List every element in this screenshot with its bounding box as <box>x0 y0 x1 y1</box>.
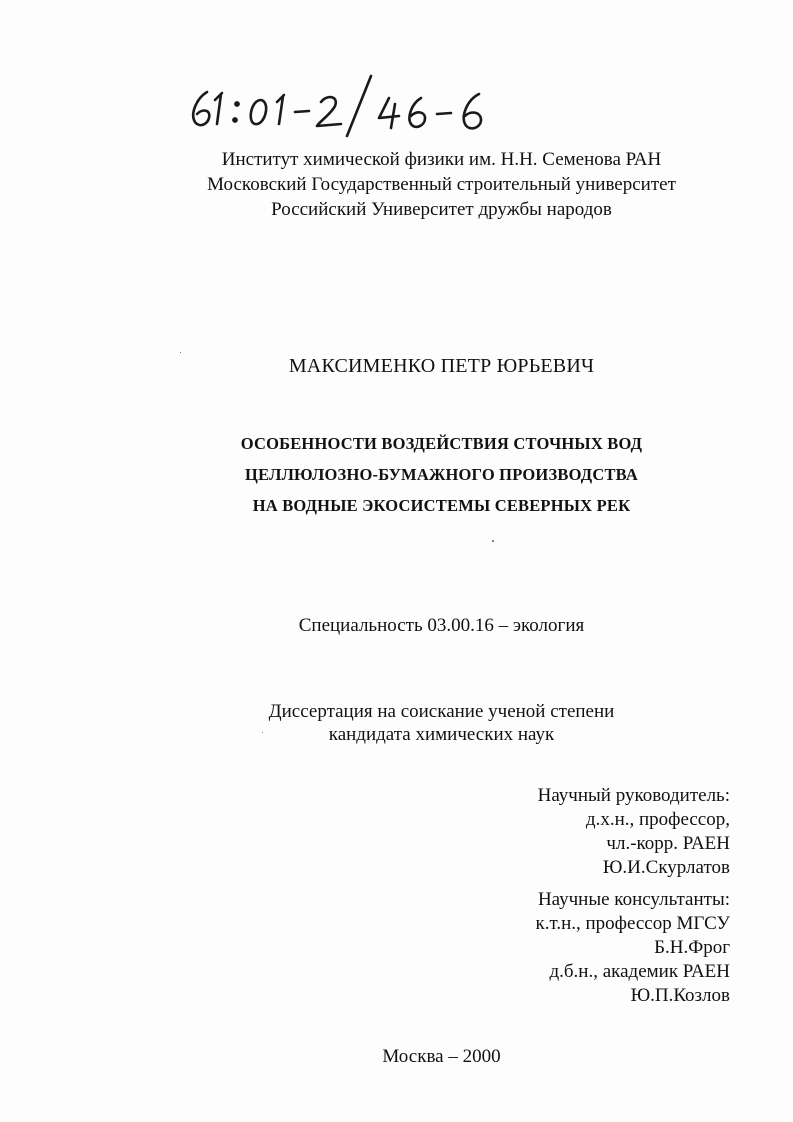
scan-speck <box>492 540 494 542</box>
degree-line: Диссертация на соискание ученой степени <box>268 701 615 722</box>
institution-line: Московский Государственный строительный университет <box>207 174 676 195</box>
supervisor-line: д.х.н., профессор, <box>585 809 730 830</box>
consultants-heading: Научные консультанты: <box>537 889 730 910</box>
city-year-footer: Москва – 2000 <box>382 1046 501 1067</box>
degree-line: кандидата химических наук <box>328 724 555 745</box>
supervisor-line: чл.-корр. РАЕН <box>606 833 730 854</box>
consultant-line: Ю.П.Козлов <box>630 985 730 1006</box>
author-name: МАКСИМЕНКО ПЕТР ЮРЬЕВИЧ <box>288 355 595 377</box>
institution-line: Российский Университет дружбы народов <box>271 199 612 220</box>
supervisor-line: Ю.И.Скурлатов <box>602 857 730 878</box>
institution-line: Институт химической физики им. Н.Н. Семенова РАН <box>221 149 662 170</box>
consultant-line: к.т.н., профессор МГСУ <box>535 913 730 934</box>
dissertation-title <box>45 428 793 521</box>
handwritten-catalog-number-drawing <box>185 70 505 140</box>
scan-speck <box>180 352 181 353</box>
consultant-line: д.б.н., академик РАЕН <box>549 961 730 982</box>
title-line: НА ВОДНЫЕ ЭКОСИСТЕМЫ СЕВЕРНЫХ РЕК <box>252 496 631 515</box>
title-line: ОСОБЕННОСТИ ВОЗДЕЙСТВИЯ СТОЧНЫХ ВОД <box>240 434 643 453</box>
scan-speck <box>262 732 263 733</box>
consultant-line: Б.Н.Фрог <box>654 937 730 958</box>
degree-statement <box>45 700 793 746</box>
consultants-block <box>535 888 730 1008</box>
institutions-block <box>45 147 793 222</box>
handwritten-catalog-number <box>185 70 505 140</box>
supervisor-block <box>538 784 730 880</box>
supervisor-heading: Научный руководитель: <box>537 785 730 806</box>
title-line: ЦЕЛЛЮЛОЗНО-БУМАЖНОГО ПРОИЗВОДСТВА <box>245 465 638 484</box>
speciality-line: Специальность 03.00.16 – экология <box>298 615 585 636</box>
